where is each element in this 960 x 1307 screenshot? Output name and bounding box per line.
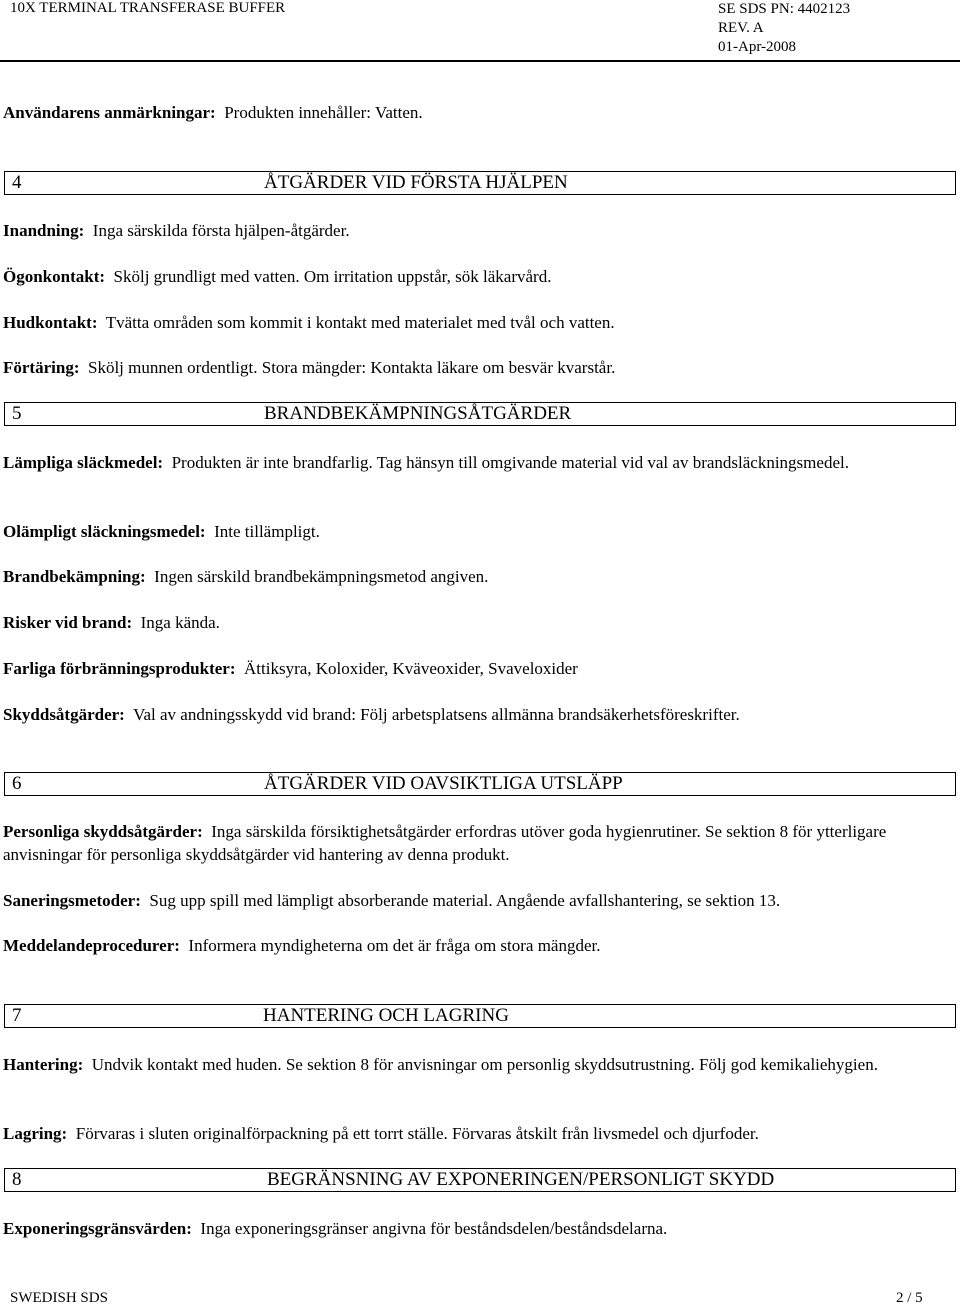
field-row [3, 265, 953, 288]
section-number: 7 [12, 1005, 22, 1026]
field-label: Lagring: [3, 1124, 68, 1143]
field-label: Hudkontakt: [3, 313, 98, 332]
field-value: Undvik kontakt med huden. Se sektion 8 för anvisningar om personlig skyddsutrustning. Följ god kemikaliehygien. [91, 1055, 878, 1074]
field-label: Saneringsmetoder: [3, 891, 141, 910]
field-row [3, 565, 953, 588]
field-row [3, 703, 953, 726]
field-row [3, 356, 953, 379]
field-label: Lämpliga släckmedel: [3, 453, 164, 472]
field-value: Informera myndigheterna om det är fråga om stora mängder. [188, 936, 601, 955]
section-number: 6 [12, 773, 22, 794]
page-number: 2 / 5 [896, 1290, 923, 1306]
field-value: Inga särskilda försiktighetsåtgärder erfordras utöver goda hygienrutiner. Se sektion 8 för ytterligare anvisningar för personliga skyddsåtgärder vid hantering av denna produkt. [3, 822, 887, 864]
section-title: ÅTGÄRDER VID OAVSIKTLIGA UTSLÄPP [264, 773, 623, 794]
field-row [3, 1053, 953, 1076]
section-title: ÅTGÄRDER VID FÖRSTA HJÄLPEN [264, 172, 568, 193]
field-value: Ättiksyra, Koloxider, Kväveoxider, Svaveloxider [244, 659, 578, 678]
field-row [3, 611, 953, 634]
field-value: Ingen särskild brandbekämpningsmetod angiven. [154, 567, 489, 586]
field-row [3, 451, 953, 474]
field-label: Ögonkontakt: [3, 267, 106, 286]
field-value: Inga särskilda första hjälpen-åtgärder. [92, 221, 350, 240]
field-label: Farliga förbränningsprodukter: [3, 659, 236, 678]
field-row [3, 889, 953, 912]
section-number: 8 [12, 1169, 22, 1190]
section-5-header [4, 402, 956, 426]
field-value: Inga exponeringsgränser angivna för beståndsdelen/beståndsdelarna. [200, 1219, 668, 1238]
field-label: Hantering: [3, 1055, 84, 1074]
field-value: Tvätta områden som kommit i kontakt med materialet med tvål och vatten. [105, 313, 615, 332]
section-title: BEGRÄNSNING AV EXPONERINGEN/PERSONLIGT SKYDD [267, 1169, 775, 1190]
field-row [3, 1217, 953, 1240]
field-label: Brandbekämpning: [3, 567, 146, 586]
field-label: Skyddsåtgärder: [3, 705, 125, 724]
field-label: Användarens anmärkningar: [3, 103, 216, 122]
section-6-header [4, 772, 956, 796]
section-7-header [4, 1004, 956, 1028]
field-row [3, 934, 953, 957]
field-label: Exponeringsgränsvärden: [3, 1219, 192, 1238]
field-value: Produkten innehåller: Vatten. [224, 103, 423, 122]
field-value: Sug upp spill med lämpligt absorberande material. Angående avfallshantering, se sektion 13. [149, 891, 781, 910]
section-number: 5 [12, 403, 22, 424]
field-value: Inga kända. [140, 613, 220, 632]
section-number: 4 [12, 172, 22, 193]
footer-document-type: SWEDISH SDS [10, 1290, 108, 1306]
field-value: Produkten är inte brandfarlig. Tag hänsyn till omgivande material vid val av brandsläckningsmedel. [171, 453, 849, 472]
field-row [3, 657, 953, 680]
field-label: Risker vid brand: [3, 613, 133, 632]
field-value: Skölj grundligt med vatten. Om irritation uppstår, sök läkarvård. [113, 267, 552, 286]
field-label: Inandning: [3, 221, 85, 240]
field-row [3, 520, 953, 543]
document-meta [718, 0, 850, 57]
field-value: Val av andningsskydd vid brand: Följ arbetsplatsens allmänna brandsäkerhetsföreskrifter. [133, 705, 740, 724]
field-label: Förtäring: [3, 358, 80, 377]
header-divider [0, 60, 960, 62]
field-row [3, 1122, 953, 1145]
section-8-header [4, 1168, 956, 1192]
user-note [3, 101, 953, 124]
revision-date: 01-Apr-2008 [718, 39, 797, 55]
field-row [3, 311, 953, 334]
section-title: BRANDBEKÄMPNINGSÅTGÄRDER [264, 403, 572, 424]
revision: REV. A [718, 20, 764, 36]
field-value: Inte tillämpligt. [214, 522, 320, 541]
field-value: Förvaras i sluten originalförpackning på ett torrt ställe. Förvaras åtskilt från livsmedel och djurfoder. [75, 1124, 759, 1143]
field-value: Skölj munnen ordentligt. Stora mängder: Kontakta läkare om besvär kvarstår. [87, 358, 616, 377]
field-row [3, 219, 953, 242]
section-title: HANTERING OCH LAGRING [263, 1005, 509, 1026]
field-label: Meddelandeprocedurer: [3, 936, 180, 955]
field-label: Olämpligt släckningsmedel: [3, 522, 206, 541]
field-label: Personliga skyddsåtgärder: [3, 822, 203, 841]
sds-part-number: SE SDS PN: 4402123 [718, 1, 851, 17]
field-row [3, 820, 953, 866]
section-4-header [4, 171, 956, 195]
product-name: 10X TERMINAL TRANSFERASE BUFFER [10, 0, 286, 16]
